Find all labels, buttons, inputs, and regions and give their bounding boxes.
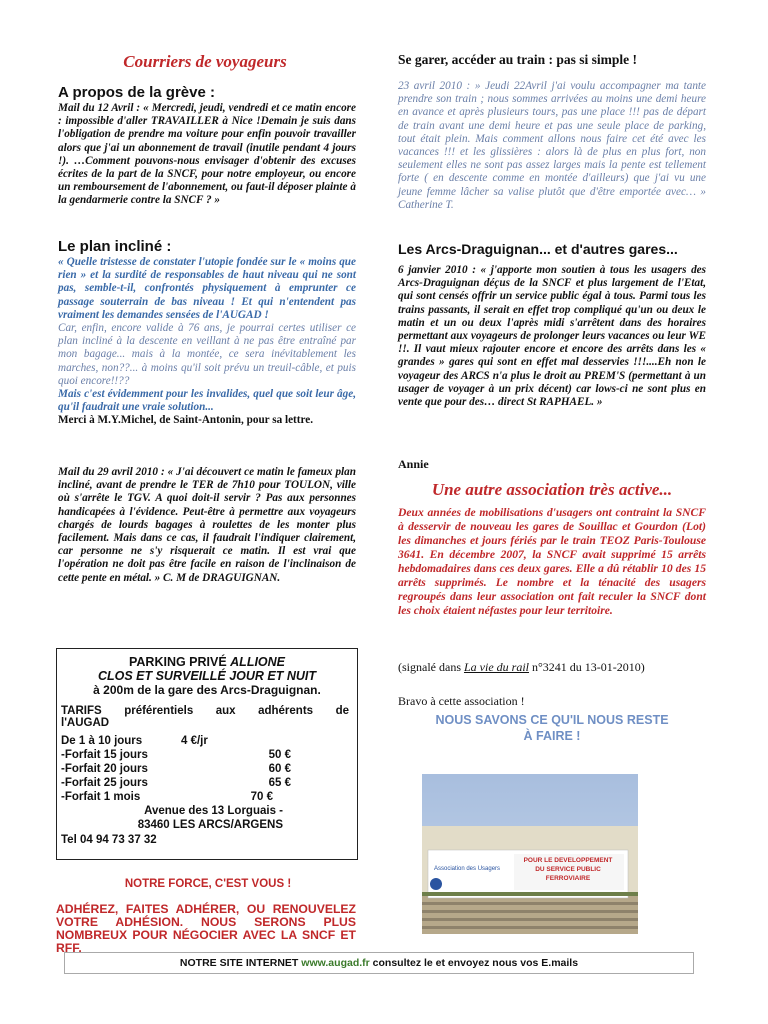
tarif-price: 50 € [268, 749, 291, 761]
tarif-price: 65 € [268, 777, 291, 789]
parking-address-1: Avenue des 13 Lorguais - [144, 805, 283, 817]
banner-logo-icon [430, 878, 442, 890]
parking-phone: Tel 04 94 73 37 32 [61, 834, 157, 846]
plan-signature: Merci à M.Y.Michel, de Saint-Antonin, pour sa lettre. [58, 414, 314, 427]
adherez-call: ADHÉREZ, FAITES ADHÉRER, OU RENOUVELEZ VOTRE ADHÉSION. NOUS SERONS PLUS NOMBREUX POUR NÉGOCIER AVEC LA SNCF ET RFF. [56, 902, 356, 955]
signale-prefix: (signalé dans [398, 660, 464, 674]
nous-line-1: NOUS SAVONS CE QU'IL NOUS RESTE [435, 713, 669, 727]
tarifs-line [61, 705, 349, 717]
parking-subtitle: CLOS ET SURVEILLÉ JOUR ET NUIT [97, 669, 317, 683]
force-slogan: NOTRE FORCE, C'EST VOUS ! [124, 878, 292, 890]
annie-signature: Annie [398, 457, 429, 471]
tarif-price: 4 €/jr [181, 735, 208, 747]
tarifs-word: TARIFS [61, 705, 102, 717]
plan-paragraph-1: « Quelle tristesse de constater l'utopie fondée sur le « moins que rien » et la surdité de responsables de haut niveau qui ne sont pas, semble-t-il, confrontés physiquement à emprunter ce passage souterrain de bas niveau ! Et qui n'entendent pas vraiment les demandes sensées de l'AUGAD ! [58, 256, 356, 321]
arcs-title: Les Arcs-Draguignan... et d'autres gares... [398, 241, 678, 257]
tarif-price: 60 € [268, 763, 291, 775]
bravo-line: Bravo à cette association ! [398, 694, 525, 708]
tarif-row [61, 790, 357, 804]
vie-du-rail-title: La vie du rail [463, 660, 529, 674]
banner-line-3: FERROVIAIRE [545, 875, 591, 882]
footer-label: NOTRE SITE INTERNET [179, 957, 299, 969]
assoc-text: Deux années de mobilisations d'usagers ont contraint la SNCF à desservir de nouveau les gares de Souillac et Gourdon (Lot) les dimanches et jours fériés par le train TEOZ Paris-Toulouse 3641. En décembre 2007, la SNCF avait supprimé 15 arrêts hebdomadaires dans ces deux gares. Elle a dû rétablir 10 des 15 arrêts supprimés. Le nombre et la ténacité des usagers regroupés dans leur association ont fait reculer la SNCF dont les choix étaient néfastes pour leur territoire. [398, 506, 706, 617]
tarif-list [61, 734, 357, 804]
plan-article [58, 256, 356, 428]
greve-text: Mail du 12 Avril : « Mercredi, jeudi, vendredi et ce matin encore : impossible d'aller TRAVAILLER à Nice !Demain je suis dans l'obligation de prendre ma voiture pour enfin pouvoir travailler alors que j'ai un abonnement de travail (inutile pendant 4 jours !). …Comment pouvons-nous envisager d'obtenir des excuses écrites de la part de la SNCF, pour notre employeur, ou encore un remboursement de l'abonnement, ou faut-il déposer plainte à la gendarmerie contre la SNCF ? » [58, 102, 356, 207]
website-link[interactable]: www.augad.fr [301, 957, 370, 969]
tarif-label: -Forfait 20 jours [61, 763, 148, 775]
assoc-title: Une autre association très active... [431, 480, 673, 499]
signale-suffix: n°3241 du 13-01-2010) [528, 660, 645, 674]
adherents-word: adhérents [258, 705, 314, 717]
greve-title: A propos de la grève : [58, 84, 215, 101]
arcs-text: 6 janvier 2010 : « j'apporte mon soutien à tous les usagers des Arcs-Draguignan déçus de la SNCF et plus largement de l'Etat, qui sont censés offrir un service public égal à tous. Parmi tous les trains passants, il serait en effet trop compliqué qu'un ou deux le matin et un ou deux l'après midi s'arrêtent dans des horaires permettant aux voyageurs de prolonger leurs vacances ou leur WE !!. Il vaut mieux rajouter encore et encore des arrêts dans les « grandes » gares qui sont en effet mal desservies !!!....Eh non le voyageur des ARCS n'a plus le droit au PREM'S (permettant à un usager de voyager à un prix décent) car lows-ci ne sont plus en vente que pour des… direct St RAPHAEL. » [398, 264, 706, 409]
de-word: de [335, 705, 349, 717]
parking-location: à 200m de la gare des Arcs-Draguignan. [93, 683, 321, 697]
section-title: Courriers de voyageurs [123, 52, 287, 71]
nous-line-2: À FAIRE ! [523, 729, 581, 743]
footer-bar [64, 952, 694, 974]
parking-title-b: ALLIONE [230, 655, 286, 669]
banner-line-2: DU SERVICE PUBLIC [535, 866, 601, 873]
garer-title: Se garer, accéder au train : pas si simple ! [398, 52, 637, 67]
tarif-row [61, 762, 357, 776]
parking-ad-box [56, 648, 358, 860]
tarif-label: -Forfait 1 mois [61, 791, 141, 803]
banner-left-text: Association des Usagers [434, 866, 501, 872]
tarif-row [61, 748, 357, 762]
tarif-row [61, 734, 357, 748]
nous-slogan [398, 712, 706, 744]
parking-title-a: PARKING PRIVÉ [128, 655, 231, 669]
tarifs-augad: l'AUGAD [61, 717, 110, 729]
aux-word: aux [215, 705, 236, 717]
parking-address-2: 83460 LES ARCS/ARGENS [137, 819, 283, 831]
station-banner-photo [422, 774, 638, 934]
plan-paragraph-2: Car, enfin, encore valide à 76 ans, je pourrai certes utiliser ce plan incliné à la descente en veillant à ne pas être entraîné par mon bagage... mais à la montée, ce sera inévitablement les marches, non??... à moins qu'il soit prévu un treuil-câble, et puis quoi encore!!?? [58, 322, 356, 387]
tarif-label: De 1 à 10 jours [61, 735, 143, 747]
plan-title: Le plan incliné : [58, 238, 172, 255]
tarif-label: -Forfait 15 jours [61, 749, 148, 761]
plan-paragraph-3: Mais c'est évidemment pour les invalides, quel que soit leur âge, qu'il faudrait une vraie solution... [58, 388, 356, 414]
tarif-label: -Forfait 25 jours [61, 777, 148, 789]
mail-29-avril: Mail du 29 avril 2010 : « J'ai découvert ce matin le fameux plan incliné, avant de prendre le TER de 7h10 pour TOULON, ville où s'arrête le TGV. A quoi doit-il servir ? Pas aux personnes handicapées à l'évidence. Peut-être à permettre aux voyageurs chargés de lourds bagages à roulettes de les monter plus facilement. Mais dans ce cas, il faudrait l'indiquer clairement, car personne ne s'y risquerait ce matin. Il est vrai que l'opération ne doit pas être facile en raison de l'inclinaison de cette pente en métal. » C. M de DRAGUIGNAN. [58, 466, 356, 584]
signale-line [398, 660, 706, 675]
tarif-price: 70 € [250, 791, 273, 803]
tarif-row [61, 776, 357, 790]
footer-rest: consultez le et envoyez nous vos E.mails [372, 957, 579, 969]
garer-text: 23 avril 2010 : » Jeudi 22Avril j'ai voulu accompagner ma tante prendre son train ; nous sommes arrivées au moins une demi heure en avance et après plusieurs tours, pas une place !!! pas de départ de train avant une demi heure et pas une seule place de parking, tout était plein. Mais comment allons nous faire cet été avec les vacances !!! et les glissières : alors là de plus en plus fort, non seulement elles ne sont pas assez larges mais la pente est tellement forte ( en descente comme en montée d'ailleurs) que j'ai vu une jeune femme lâcher sa valise plutôt que d'être emportée avec… » Catherine T. [398, 80, 706, 211]
banner-line-1: POUR LE DEVELOPPEMENT [523, 857, 613, 864]
preferentiels-word: préférentiels [124, 705, 194, 717]
banner-photo-svg [422, 774, 638, 934]
